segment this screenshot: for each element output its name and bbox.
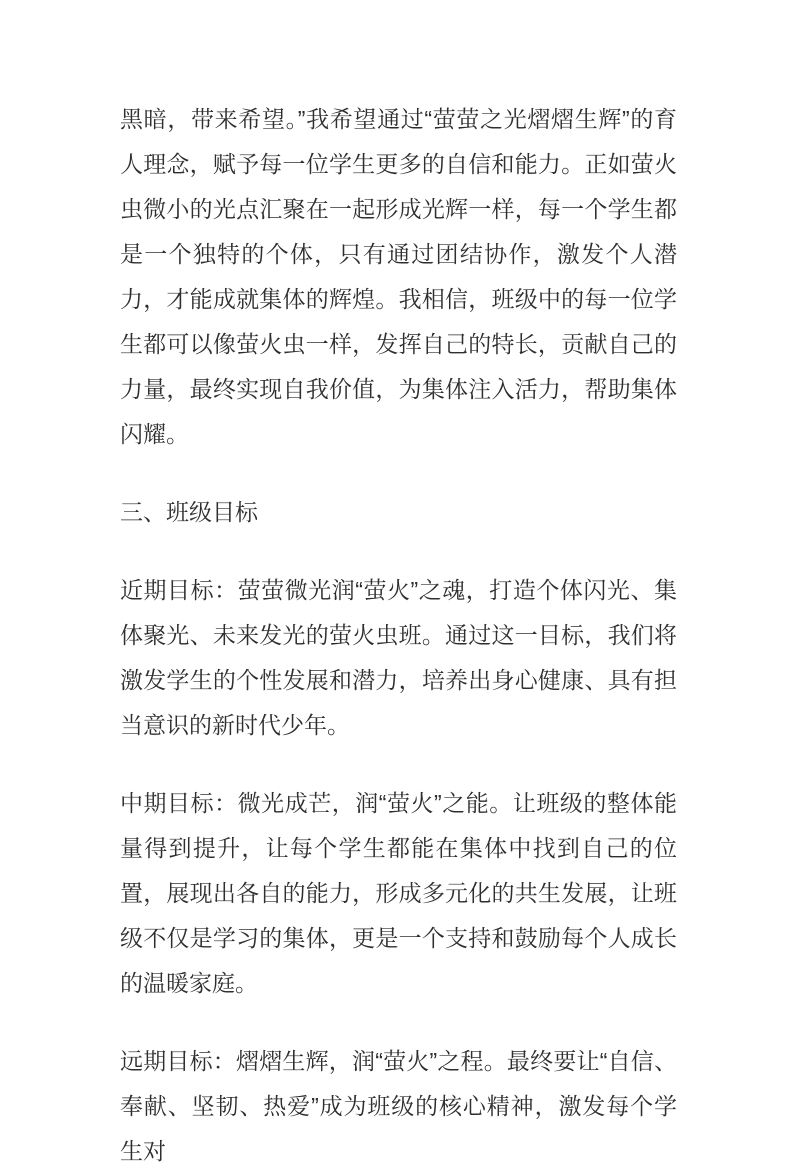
paragraph: 近期目标：萤萤微光润“萤火”之魂，打造个体闪光、集体聚光、未来发光的萤火虫班。通过这一目标，我们将激发学生的个性发展和潜力，培养出身心健康、具有担当意识的新时代少年。 bbox=[120, 577, 677, 738]
section-heading: 三、班级目标 bbox=[120, 499, 258, 525]
paragraph: 远期目标：熠熠生辉，润“萤火”之程。最终要让“自信、奉献、坚韧、热爱”成为班级的核心精神，激发每个学生对 bbox=[120, 1048, 677, 1164]
paragraph: 中期目标：微光成芒，润“萤火”之能。让班级的整体能量得到提升，让每个学生都能在集体中找到自己的位置，展现出各自的能力，形成多元化的共生发展，让班级不仅是学习的集体，更是一个支持和鼓励每个人成长的温暖家庭。 bbox=[120, 790, 677, 996]
document-body bbox=[120, 97, 677, 1174]
paragraph: 黑暗，带来希望。”我希望通过“萤萤之光熠熠生辉”的育人理念，赋予每一位学生更多的自信和能力。正如萤火虫微小的光点汇聚在一起形成光辉一样，每一个学生都是一个独特的个体，只有通过团结协作，激发个人潜力，才能成就集体的辉煌。我相信，班级中的每一位学生都可以像萤火虫一样，发挥自己的特长，贡献自己的力量，最终实现自我价值，为集体注入活力，帮助集体闪耀。 bbox=[120, 106, 677, 447]
